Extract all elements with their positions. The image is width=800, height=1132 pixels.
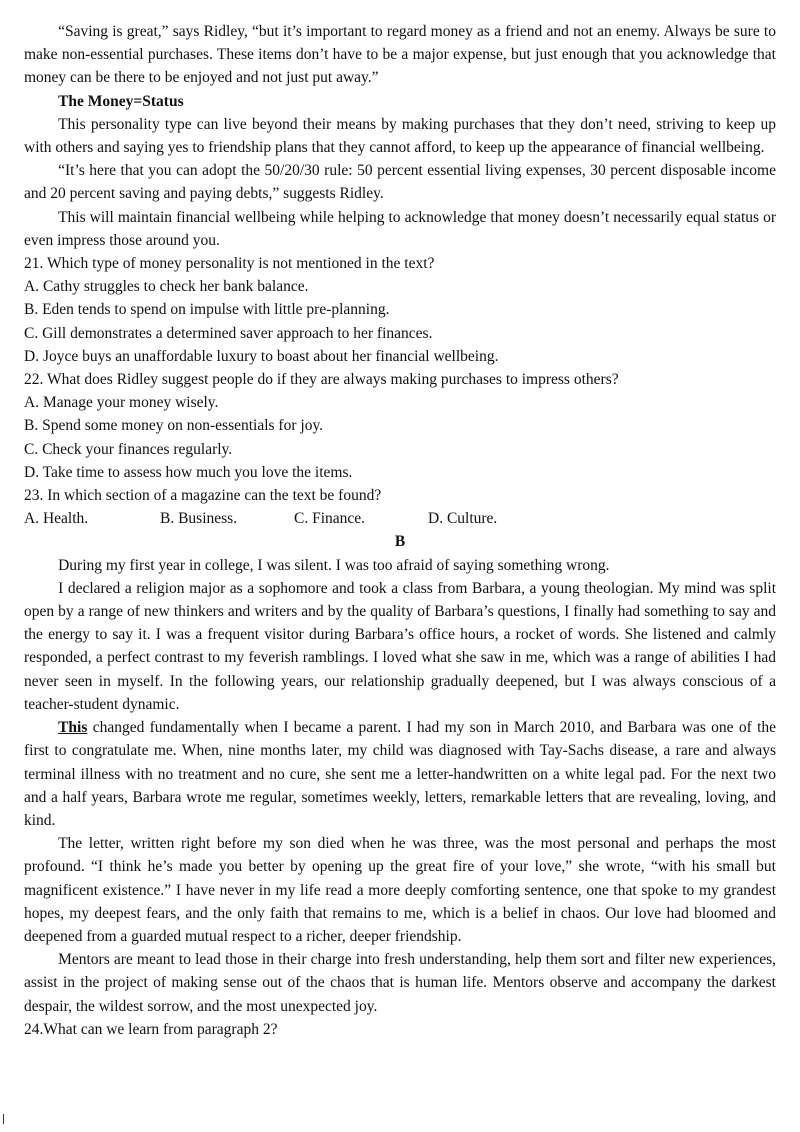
emphasized-word-this: This [58, 719, 88, 737]
passage-b-paragraph-4: The letter, written right before my son died when he was three, was the most personal and perhaps the most profound. “I think he’s made you better by opening up the great fire of your love,” she wrote, “with his small but magnificent existence.” I have never in my life read a more deeply comforting sentence, one that spoke to my grandest hopes, my deepest fears, and the only faith that remains to me, which is a belief in chaos. Our love had bloomed and deepened from a guarded mutual respect to a richer, deeper friendship. [24, 835, 776, 945]
question-23-options [24, 507, 776, 530]
passage-a-paragraph-2: This personality type can live beyond their means by making purchases that they don’t need, striving to keep up with others and saying yes to friendship plans that they cannot afford, to keep up the appearance of financial wellbeing. [24, 115, 776, 157]
question-24-stem: 24.What can we learn from paragraph 2? [24, 1020, 278, 1038]
question-22-option-b: B. Spend some money on non-essentials for joy. [24, 417, 324, 435]
question-21-option-c: C. Gill demonstrates a determined saver approach to her finances. [24, 324, 433, 342]
question-22-option-d: D. Take time to assess how much you love the items. [24, 463, 353, 481]
question-21-option-d: D. Joyce buys an unaffordable luxury to boast about her financial wellbeing. [24, 347, 499, 365]
passage-b-paragraph-2: I declared a religion major as a sophomore and took a class from Barbara, a young theologian. My mind was split open by a range of new thinkers and writers and by the quality of Barbara’s questions, I finally had something to say and the energy to say it. I was a frequent visitor during Barbara’s office hours, a rocket of words. She listened and calmly responded, a perfect contrast to my feverish ramblings. I loved what she saw in me, which was a range of abilities I had never seen in myself. In the following years, our relationship gradually deepened, but I was always conscious of a teacher-student dynamic. [24, 579, 776, 713]
passage-b-paragraph-1: During my first year in college, I was silent. I was too afraid of saying something wrong. [58, 556, 610, 574]
question-22-stem: 22. What does Ridley suggest people do if they are always making purchases to impress others? [24, 371, 619, 389]
question-23-option-a: A. Health. [24, 510, 89, 528]
passage-b-paragraph-3-text: changed fundamentally when I became a parent. I had my son in March 2010, and Barbara was one of the first to congratulate me. When, nine months later, my child was diagnosed with Tay-Sachs disease, a rare and always terminal illness with no treatment and no cure, she sent me a letter-handwritten on a white legal pad. For the next two and a half years, Barbara wrote me regular, sometimes weekly, letters, remarkable letters that are revealing, loving, and kind. [24, 719, 776, 829]
passage-b-paragraph-5: Mentors are meant to lead those in their charge into fresh understanding, help them sort and filter new experiences, assist in the project of making sense out of the chaos that is human life. Mentors observe and accompany the darkest despair, the wildest sorrow, and the most unexpected joy. [24, 951, 776, 1015]
question-23-option-d: D. Culture. [428, 510, 498, 528]
question-21-stem: 21. Which type of money personality is not mentioned in the text? [24, 255, 435, 273]
question-23-stem: 23. In which section of a magazine can the text be found? [24, 487, 382, 505]
passage-a-paragraph-1: “Saving is great,” says Ridley, “but it’s important to regard money as a friend and not an enemy. Always be sure to make non-essential purchases. These items don’t have to be a major expense, but just enough that you acknowledge that money can be there to be enjoyed and not just put away.” [24, 23, 776, 87]
passage-b-paragraph-3 [24, 716, 776, 832]
passage-a-paragraph-4: This will maintain financial wellbeing while helping to acknowledge that money doesn’t necessarily equal status or even impress those around you. [24, 208, 776, 249]
scan-edge-mark [3, 1114, 4, 1124]
question-21-option-a: A. Cathy struggles to check her bank balance. [24, 278, 309, 296]
section-subheading: The Money=Status [58, 92, 184, 110]
passage-b-heading: B [394, 533, 406, 551]
passage-a-paragraph-3: “It’s here that you can adopt the 50/20/30 rule: 50 percent essential living expenses, 30 percent disposable income and 20 percent saving and paying debts,” suggests Ridley. [24, 162, 776, 203]
question-23-option-c: C. Finance. [294, 510, 366, 528]
question-21-option-b: B. Eden tends to spend on impulse with little pre-planning. [24, 301, 390, 319]
question-22-option-a: A. Manage your money wisely. [24, 394, 219, 412]
question-23-option-b: B. Business. [160, 510, 238, 528]
question-22-option-c: C. Check your finances regularly. [24, 440, 233, 458]
